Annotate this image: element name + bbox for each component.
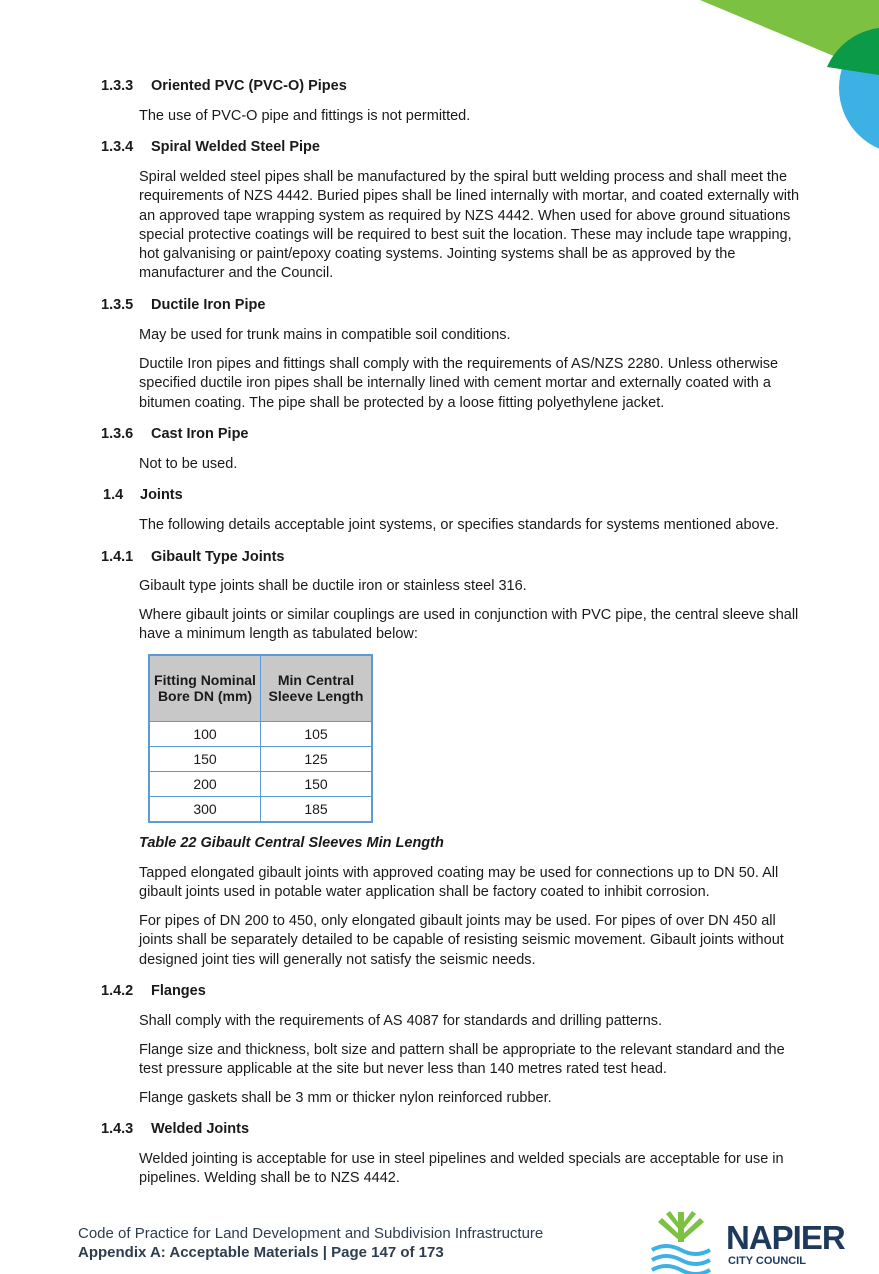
table-cell: 105 (261, 721, 373, 746)
table-row (149, 796, 372, 822)
table-cell: 100 (149, 721, 261, 746)
paragraph: Gibault type joints shall be ductile iron or stainless steel 316. (139, 578, 527, 594)
paragraph: Not to be used. (139, 456, 238, 472)
table-cell: 150 (149, 746, 261, 771)
paragraph: Welded jointing is acceptable for use in steel pipelines and welded specials are acceptable for use in pipelines. Welding shall be to NZS 4442. (139, 1151, 784, 1187)
section-heading: 1.4.1 Gibault Type Joints (101, 549, 285, 565)
section-heading: 1.3.5 Ductile Iron Pipe (101, 297, 266, 313)
paragraph: May be used for trunk mains in compatible soil conditions. (139, 327, 511, 343)
table-row (149, 746, 372, 771)
table-cell: 125 (261, 746, 373, 771)
paragraph: Where gibault joints or similar couplings are used in conjunction with PVC pipe, the central sleeve shall have a minimum length as tabulated below: (139, 607, 799, 643)
logo-subtitle: CITY COUNCIL (728, 1255, 807, 1267)
paragraph: The use of PVC-O pipe and fittings is not permitted. (139, 108, 471, 124)
table-row (149, 771, 372, 796)
section-heading: 1.4.2 Flanges (101, 983, 206, 999)
paragraph: Flange size and thickness, bolt size and pattern shall be appropriate to the relevant standard and the test pressure applicable at the site but never less than 140 metres rated test head. (139, 1042, 785, 1078)
gibault-sleeve-table (148, 654, 373, 823)
paragraph: Shall comply with the requirements of AS 4087 for standards and drilling patterns. (139, 1013, 663, 1029)
table-cell: 300 (149, 796, 261, 822)
table-cell: 185 (261, 796, 373, 822)
section-heading: 1.4.3 Welded Joints (101, 1121, 250, 1137)
paragraph: Ductile Iron pipes and fittings shall comply with the requirements of AS/NZS 2280. Unless otherwise specified ductile iron pipes shall be internally lined with cement mortar and externally coated with a bitumen coating. The pipe shall be protected by a loose fitting polyethylene jacket. (139, 356, 779, 411)
paragraph: The following details acceptable joint systems, or specifies standards for systems mentioned above. (139, 517, 779, 533)
table-row (149, 721, 372, 746)
table-cell: 200 (149, 771, 261, 796)
section-heading: 1.3.6 Cast Iron Pipe (101, 426, 249, 442)
table-cell: 150 (261, 771, 373, 796)
logo-wordmark: NAPIER (726, 1219, 845, 1256)
table-header: Min Central Sleeve Length (261, 655, 373, 721)
section-heading: 1.4 Joints (103, 487, 183, 503)
paragraph: Spiral welded steel pipes shall be manufactured by the spiral butt welding process and shall meet the requirements of NZS 4442. Buried pipes shall be lined internally with mortar, and coated externally with an approved tape wrapping system as required by NZS 4442. When used for above ground situations special protective coatings will be required to best suit the location. These may include tape wrapping, hot galvanising or paint/epoxy coating systems. Jointing systems shall be as approved by the manufacturer and the Council. (139, 169, 800, 282)
section-heading: 1.3.3 Oriented PVC (PVC-O) Pipes (101, 78, 347, 94)
paragraph: Tapped elongated gibault joints with approved coating may be used for connections up to DN 50. All gibault joints used in potable water application shall be factory coated to inhibit corrosion. (139, 865, 779, 901)
table-header: Fitting Nominal Bore DN (mm) (149, 655, 261, 721)
footer-page-info: Appendix A: Acceptable Materials | Page 147 of 173 (78, 1244, 444, 1261)
table-caption: Table 22 Gibault Central Sleeves Min Length (139, 835, 444, 851)
paragraph: Flange gaskets shall be 3 mm or thicker nylon reinforced rubber. (139, 1090, 552, 1106)
section-heading: 1.3.4 Spiral Welded Steel Pipe (101, 139, 320, 155)
paragraph: For pipes of DN 200 to 450, only elongated gibault joints may be used. For pipes of over DN 450 all joints shall be separately detailed to be capable of resisting seismic movement. Gibault joints without designed joint ties will generally not satisfy the seismic needs. (139, 913, 784, 968)
footer-title: Code of Practice for Land Development and Subdivision Infrastructure (78, 1225, 544, 1242)
